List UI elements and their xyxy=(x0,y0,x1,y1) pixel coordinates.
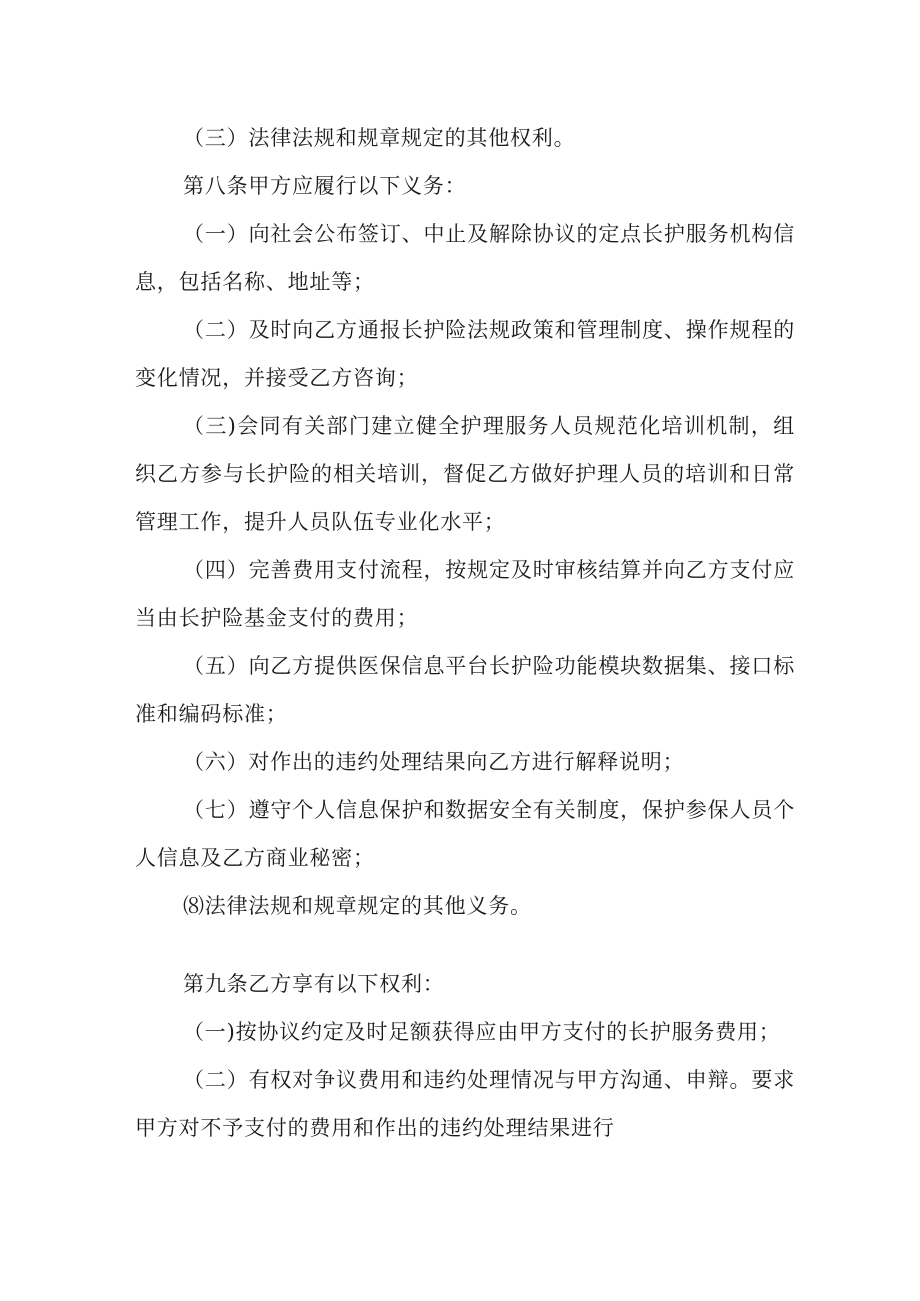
paragraph-13: （二）有权对争议费用和违约处理情况与甲方沟通、申辩。要求甲方对不予支付的费用和作出的违约处理结果进行 xyxy=(135,1068,795,1140)
paragraph-2: 第八条甲方应履行以下义务： xyxy=(183,174,467,198)
paragraph-8: （六）对作出的违约处理结果向乙方进行解释说明； xyxy=(183,750,685,774)
paragraph-5: （三)会同有关部门建立健全护理服务人员规范化培训机制，组织乙方参与长护险的相关培训，督促乙方做好护理人员的培训和日常管理工作，提升人员队伍专业化水平； xyxy=(135,414,795,534)
paragraph-6: （四）完善费用支付流程，按规定及时审核结算并向乙方支付应当由长护险基金支付的费用； xyxy=(135,558,795,630)
paragraph-11: 第九条乙方享有以下权利： xyxy=(183,972,445,996)
paragraph-1: （三）法律法规和规章规定的其他权利。 xyxy=(183,126,576,150)
document-body xyxy=(135,114,795,1152)
paragraph-9: （七）遵守个人信息保护和数据安全有关制度，保护参保人员个人信息及乙方商业秘密； xyxy=(135,798,795,870)
paragraph-12: （一)按协议约定及时足额获得应由甲方支付的长护服务费用； xyxy=(183,1020,781,1044)
paragraph-3: （一）向社会公布签订、中止及解除协议的定点长护服务机构信息，包括名称、地址等； xyxy=(135,222,795,294)
paragraph-4: （二）及时向乙方通报长护险法规政策和管理制度、操作规程的变化情况，并接受乙方咨询； xyxy=(135,318,795,390)
paragraph-7: （五）向乙方提供医保信息平台长护险功能模块数据集、接口标准和编码标准； xyxy=(135,654,795,726)
paragraph-10: ⑻法律法规和规章规定的其他义务。 xyxy=(183,894,532,918)
